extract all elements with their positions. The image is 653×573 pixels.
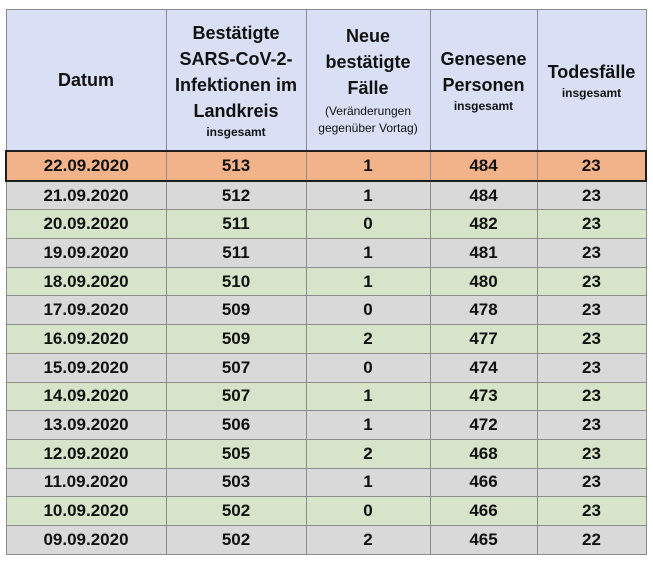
table-row <box>6 382 646 411</box>
header-deaths-label: Todesfälle <box>547 62 636 82</box>
header-date-label: Datum <box>57 70 114 90</box>
deaths-cell: 23 <box>537 267 646 296</box>
date-cell: 21.09.2020 <box>6 181 166 210</box>
table-row <box>6 181 646 210</box>
infections-cell: 511 <box>166 239 306 268</box>
table-row <box>6 439 646 468</box>
infections-cell: 502 <box>166 497 306 526</box>
new-cases-cell: 0 <box>306 497 430 526</box>
table-row <box>6 210 646 239</box>
date-cell: 20.09.2020 <box>6 210 166 239</box>
table-row <box>6 525 646 554</box>
table-row <box>6 468 646 497</box>
date-cell: 22.09.2020 <box>6 151 166 181</box>
new-cases-cell: 0 <box>306 353 430 382</box>
new-cases-cell: 1 <box>306 468 430 497</box>
new-cases-cell: 2 <box>306 525 430 554</box>
deaths-cell: 23 <box>537 411 646 440</box>
new-cases-cell: 0 <box>306 296 430 325</box>
header-recovered <box>430 10 537 152</box>
new-cases-cell: 1 <box>306 181 430 210</box>
date-cell: 14.09.2020 <box>6 382 166 411</box>
recovered-cell: 474 <box>430 353 537 382</box>
recovered-cell: 478 <box>430 296 537 325</box>
table-row <box>6 151 646 181</box>
infections-cell: 503 <box>166 468 306 497</box>
recovered-cell: 472 <box>430 411 537 440</box>
table-row <box>6 325 646 354</box>
table-row <box>6 267 646 296</box>
infections-cell: 506 <box>166 411 306 440</box>
deaths-cell: 23 <box>537 296 646 325</box>
header-new-cases <box>306 10 430 152</box>
header-infections-label: Bestätigte SARS-CoV-2-Infektionen im Landkreis <box>174 23 297 121</box>
date-cell: 09.09.2020 <box>6 525 166 554</box>
date-cell: 18.09.2020 <box>6 267 166 296</box>
date-cell: 15.09.2020 <box>6 353 166 382</box>
header-deaths <box>537 10 646 152</box>
infections-cell: 509 <box>166 325 306 354</box>
recovered-cell: 466 <box>430 468 537 497</box>
header-infections-sub: insgesamt <box>206 125 266 139</box>
infections-cell: 511 <box>166 210 306 239</box>
header-deaths-sub: insgesamt <box>561 86 622 100</box>
new-cases-cell: 1 <box>306 411 430 440</box>
deaths-cell: 23 <box>537 353 646 382</box>
infections-cell: 507 <box>166 353 306 382</box>
date-cell: 13.09.2020 <box>6 411 166 440</box>
header-infections <box>166 10 306 152</box>
deaths-cell: 23 <box>537 468 646 497</box>
table-row <box>6 411 646 440</box>
date-cell: 11.09.2020 <box>6 468 166 497</box>
recovered-cell: 468 <box>430 439 537 468</box>
header-recovered-sub: insgesamt <box>453 99 514 113</box>
new-cases-cell: 1 <box>306 151 430 181</box>
new-cases-cell: 2 <box>306 325 430 354</box>
header-row <box>6 10 646 152</box>
covid-statistics-table <box>5 9 647 555</box>
recovered-cell: 484 <box>430 181 537 210</box>
deaths-cell: 23 <box>537 382 646 411</box>
infections-cell: 509 <box>166 296 306 325</box>
date-cell: 12.09.2020 <box>6 439 166 468</box>
recovered-cell: 480 <box>430 267 537 296</box>
header-new-cases-note: (Veränderungen gegenüber Vortag) <box>318 104 418 135</box>
new-cases-cell: 1 <box>306 239 430 268</box>
infections-cell: 512 <box>166 181 306 210</box>
infections-cell: 507 <box>166 382 306 411</box>
new-cases-cell: 2 <box>306 439 430 468</box>
table-row <box>6 353 646 382</box>
deaths-cell: 23 <box>537 325 646 354</box>
infections-cell: 505 <box>166 439 306 468</box>
deaths-cell: 23 <box>537 439 646 468</box>
deaths-cell: 23 <box>537 239 646 268</box>
deaths-cell: 22 <box>537 525 646 554</box>
header-date <box>6 10 166 152</box>
recovered-cell: 484 <box>430 151 537 181</box>
recovered-cell: 466 <box>430 497 537 526</box>
deaths-cell: 23 <box>537 151 646 181</box>
new-cases-cell: 1 <box>306 267 430 296</box>
infections-cell: 510 <box>166 267 306 296</box>
recovered-cell: 465 <box>430 525 537 554</box>
infections-cell: 513 <box>166 151 306 181</box>
header-recovered-label: Genesene Personen <box>440 49 527 95</box>
deaths-cell: 23 <box>537 181 646 210</box>
table-row <box>6 296 646 325</box>
recovered-cell: 473 <box>430 382 537 411</box>
table-body <box>6 151 646 554</box>
deaths-cell: 23 <box>537 210 646 239</box>
recovered-cell: 482 <box>430 210 537 239</box>
new-cases-cell: 1 <box>306 382 430 411</box>
new-cases-cell: 0 <box>306 210 430 239</box>
recovered-cell: 481 <box>430 239 537 268</box>
date-cell: 17.09.2020 <box>6 296 166 325</box>
infections-cell: 502 <box>166 525 306 554</box>
deaths-cell: 23 <box>537 497 646 526</box>
date-cell: 10.09.2020 <box>6 497 166 526</box>
table-row <box>6 497 646 526</box>
date-cell: 19.09.2020 <box>6 239 166 268</box>
table-row <box>6 239 646 268</box>
date-cell: 16.09.2020 <box>6 325 166 354</box>
recovered-cell: 477 <box>430 325 537 354</box>
header-new-cases-label: Neue bestätigte Fälle <box>325 26 411 98</box>
